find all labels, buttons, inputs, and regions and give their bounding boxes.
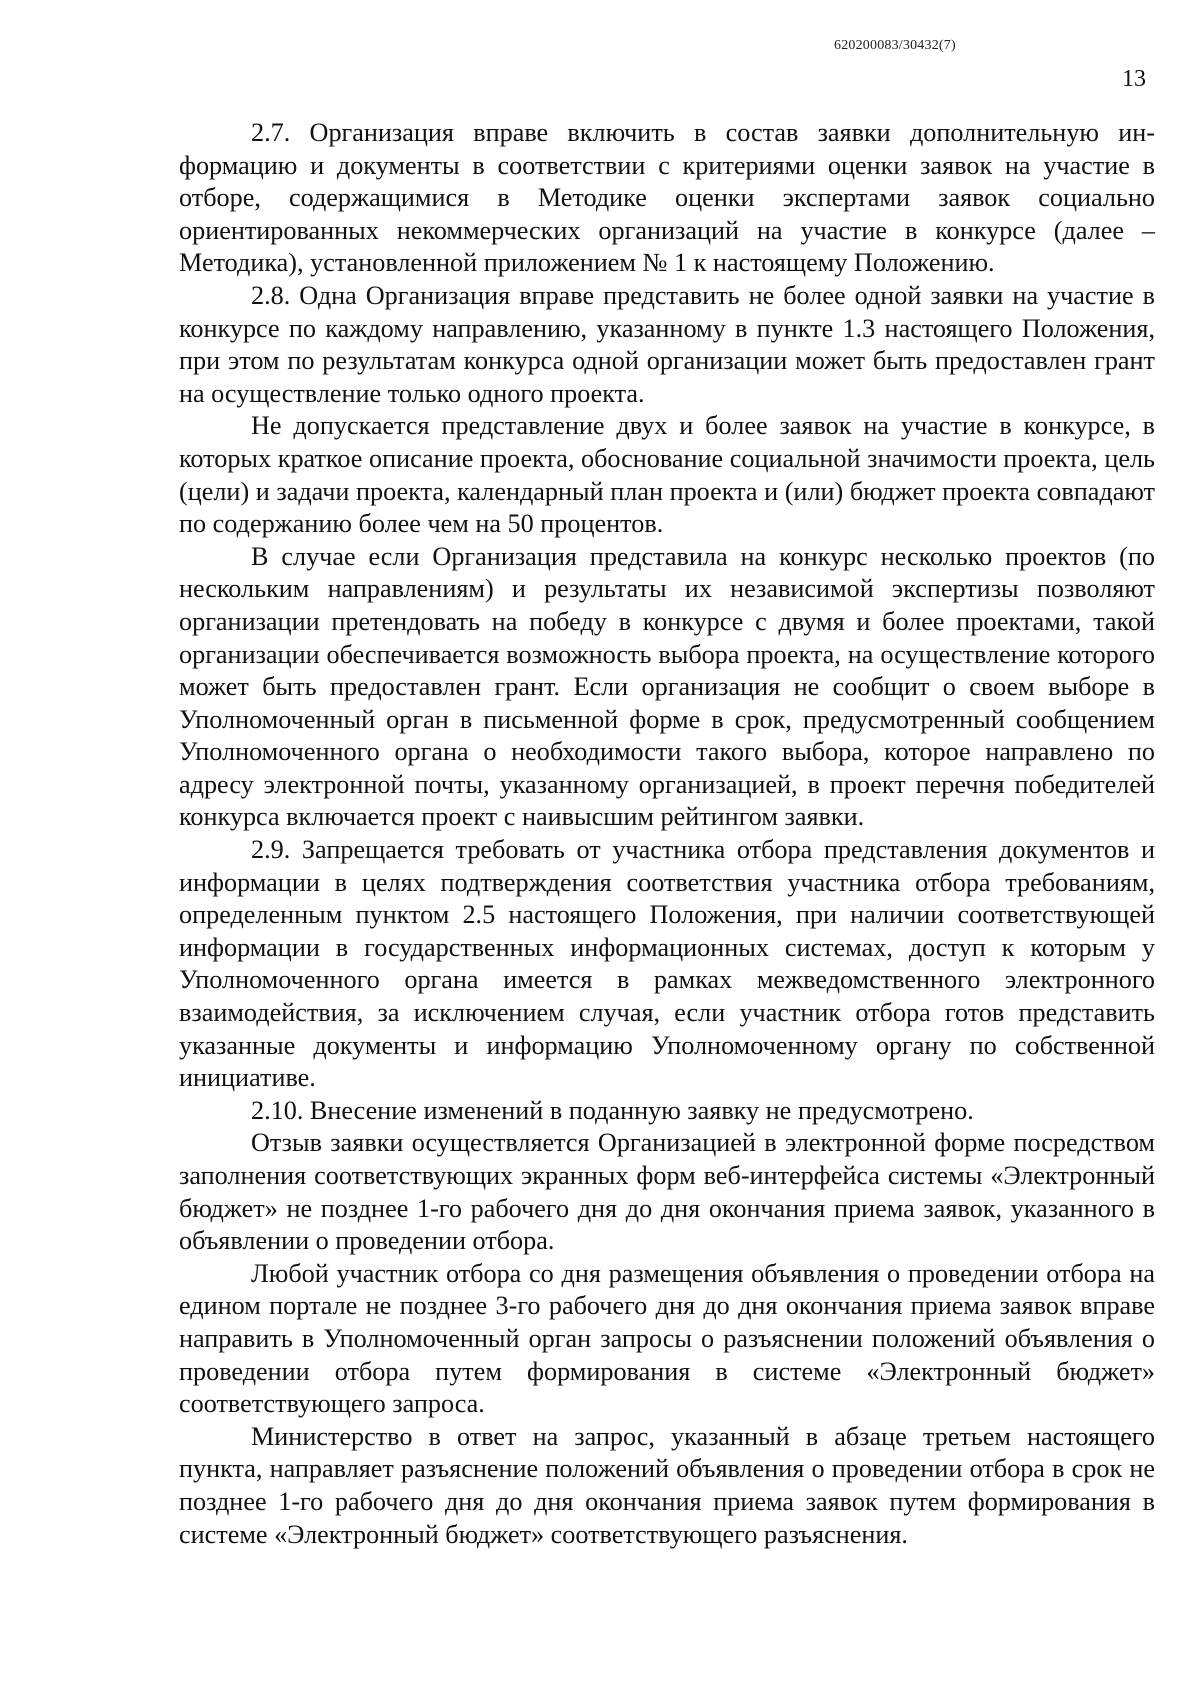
document-body	[179, 117, 1155, 1551]
paragraph-multiple-projects: В случае если Организация представила на конкурс несколько проектов (по нескольким направлениям) и результаты их независимой экспертизы позволяют организации претендовать на победу в конкурсе с двумя и более проектами, такой организации обеспечивается возможность выбора проекта, на осуществление которого может быть предоставлен грант. Если организация не сообщит о своем выборе в Уполномоченный орган в письменной форме в срок, предусмотренный сообщением Уполномоченного органа о необходимости такого выбора, которое направлено по адресу электронной почты, указанному организацией, в проект перечня победителей конкурса включается проект с наивысшим рейтингом заявки.	[179, 541, 1155, 832]
paragraph-duplicate-applications: Не допускается представление двух и более заявок на участие в конкурсе, в которых краткое описание проекта, обоснование социальной значимости проекта, цель (цели) и задачи проекта, календарный план проекта и (или) бюджет проекта совпадают по содержанию более чем на 50 процентов.	[179, 411, 1155, 539]
paragraph-ministry-response: Министерство в ответ на запрос, указанный в абзаце третьем настоящего пункта, направляет разъяснение положений объявления о проведении отбора в срок не позднее 1-го рабочего дня до дня окончания приема заявок путем формирования в системе «Электронный бюджет» соответствующего разъяснения.	[179, 1421, 1155, 1549]
paragraph-2-7: 2.7. Организация вправе включить в состав заявки дополнительную информацию и документы в соответствии с критериями оценки заявок на участие в отборе, содержащимися в Методике оценки экспертами заявок социально ориентированных некоммерческих организаций на участие в конкурсе (далее – Методика), установленной приложением № 1 к настоящему Положению.	[179, 118, 1155, 278]
document-id: 620200083/30432(7)	[834, 38, 956, 53]
paragraph-2-8: 2.8. Одна Организация вправе представить не более одной заявки на участие в конкурсе по каждому направлению, указанному в пункте 1.3 настоящего Положения, при этом по результатам конкурса одной организации может быть предоставлен грант на осуществление только одного проекта.	[179, 280, 1155, 408]
paragraph-2-9: 2.9. Запрещается требовать от участника отбора представления документов и информации в целях подтверждения соответствия участника отбора требованиям, определенным пунктом 2.5 настоящего Положения, при наличии соответствующей информации в государственных информационных системах, доступ к которым у Уполномоченного органа имеется в рамках межведомственного электронного взаимодействия, за исключением случая, если участник отбора готов представить указанные документы и информацию Уполномоченному органу по собственной инициативе.	[179, 835, 1155, 1093]
paragraph-clarification-requests: Любой участник отбора со дня размещения объявления о проведении отбора на едином портале не позднее 3-го рабочего дня до дня окончания приема заявок вправе направить в Уполномоченный орган запросы о разъяснении положений объявления о проведении отбора путем формирования в системе «Электронный бюджет» соответствующего запроса.	[179, 1258, 1155, 1419]
page-number: 13	[1122, 66, 1146, 92]
paragraph-2-10: 2.10. Внесение изменений в поданную заявку не предусмотрено.	[251, 1095, 974, 1125]
paragraph-withdrawal: Отзыв заявки осуществляется Организацией в электронной форме посредством заполнения соответствующих экранных форм веб-интерфейса системы «Электронный бюджет» не позднее 1-го рабочего дня до дня окончания приема заявок, указанного в объявлении о проведении отбора.	[179, 1128, 1155, 1256]
